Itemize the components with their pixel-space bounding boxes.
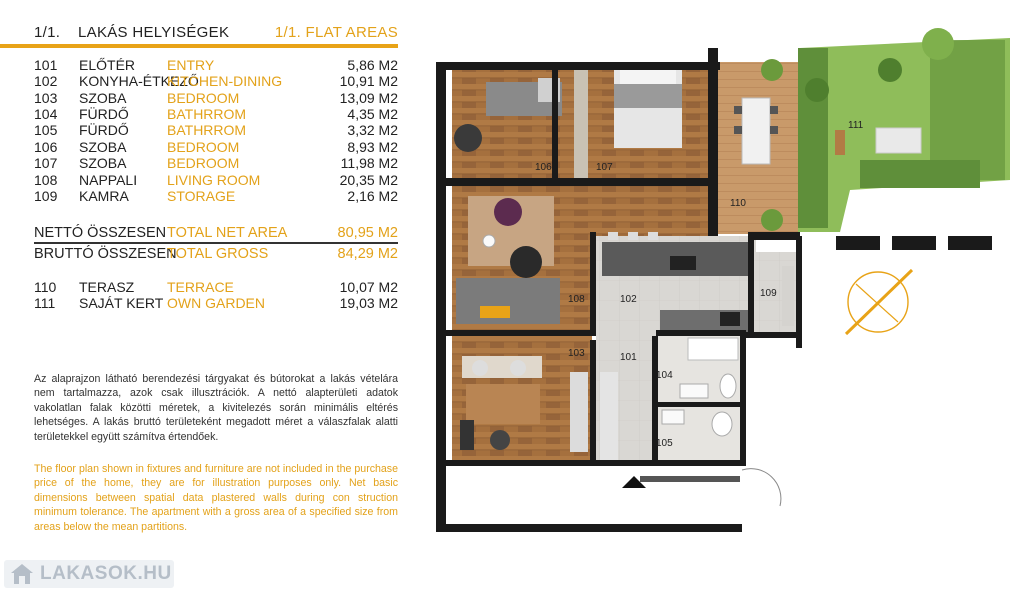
room-name-hu: SZOBA [79,90,127,106]
total-net-value: 80,95 M2 [337,225,398,241]
label-111: 111 [848,120,864,131]
room-name-en: KITCHEN-DINING [167,73,283,89]
total-net-label-hu: NETTÓ ÖSSZESEN [34,225,167,241]
garden-area [798,28,1010,232]
compass-icon [846,270,912,334]
room-row [34,122,398,138]
outdoor-row [34,295,398,311]
disclaimer-en: The floor plan shown in fixtures and furniture are not included in the purchase price of the home, they are for illustration purposes only. Net basic dimensions between spatial data plastered walls during con struction minimum tolerance. The apartment with a gross area of a specified size from areas below the mean partitions. [34,463,398,533]
label-101: 101 [620,352,637,363]
room-name-en: LIVING ROOM [167,172,261,188]
room-row [34,139,398,155]
room-row [34,90,398,106]
room-area: 19,03 M2 [339,295,398,311]
label-102: 102 [620,294,637,305]
room-number: 102 [34,73,58,89]
room-number: 110 [34,279,57,295]
room-number: 106 [34,139,58,155]
total-gross-value: 84,29 M2 [337,246,398,262]
room-name-hu: SZOBA [79,139,127,155]
room-area: 20,35 M2 [339,172,398,188]
label-107: 107 [596,162,613,173]
disclaimer-hu: Az alaprajzon látható berendezési tárgyakat és bútorokat a lakás vételára nem tartalmazza, azok csak illusztrációk. A nettó alapterületi adatok vakolatlan falak közötti méretek, a kivitelezés során minimális eltérés lehetséges. A lakás bruttó területeként megadott méret a válaszfalak alatti területekkel együtt számítva értendőek. [34,373,398,443]
room-area: 5,86 M2 [347,57,398,73]
room-row [34,57,398,73]
floor-plan-drawing [424,28,1024,548]
room-number: 103 [34,90,58,106]
total-net-label-en: TOTAL NET AREA [167,225,288,241]
section-number: 1/1. [34,24,61,41]
label-105: 105 [656,438,673,449]
room-name-en: BEDROOM [167,90,240,106]
room-name-en: BEDROOM [167,155,240,171]
section-title-en: 1/1. FLAT AREAS [274,24,398,41]
header-divider [0,44,398,48]
room-name-en: STORAGE [167,188,236,204]
room-area: 11,98 M2 [340,155,398,171]
label-103: 103 [568,348,585,359]
room-name-en: OWN GARDEN [167,295,265,311]
room-area: 2,16 M2 [347,188,398,204]
label-104: 104 [656,370,673,381]
room-name-en: TERRACE [167,279,234,295]
label-106: 106 [535,162,552,173]
total-gross-label-en: TOTAL GROSS [167,246,269,262]
room-area: 3,32 M2 [347,122,398,138]
totals-divider [34,242,398,244]
room-name-en: ENTRY [167,57,215,73]
room-name-hu: FÜRDŐ [79,122,129,138]
room-number: 105 [34,122,58,138]
room-number: 111 [34,295,56,311]
room-area: 4,35 M2 [347,106,398,122]
label-108: 108 [568,294,585,305]
room-name-en: BATHRROM [167,106,247,122]
room-name-en: BEDROOM [167,139,240,155]
room-row [34,106,398,122]
room-number: 107 [34,155,58,171]
room-name-hu: NAPPALI [79,172,138,188]
total-gross-label-hu: BRUTTÓ ÖSSZESEN [34,246,177,262]
room-area: 13,09 M2 [339,90,398,106]
room-row [34,155,398,171]
room-number: 108 [34,172,58,188]
room-area: 8,93 M2 [347,139,398,155]
room-name-hu: FÜRDŐ [79,106,129,122]
room-row [34,73,398,89]
section-title-hu: LAKÁS HELYISÉGEK [78,24,230,41]
room-name-hu: KAMRA [79,188,129,204]
room-name-hu: SAJÁT KERT [79,295,164,311]
site-logo[interactable] [4,560,174,588]
room-name-hu: ELŐTÉR [79,57,136,73]
room-name-hu: TERASZ [79,279,135,295]
floor-plan [424,28,1024,548]
room-number: 101 [34,57,58,73]
section-header [34,20,398,44]
label-109: 109 [760,288,777,299]
room-row [34,172,398,188]
room-row [34,188,398,204]
room-name-hu: KONYHA-ÉTKEZŐ [79,73,199,89]
room-area: 10,07 M2 [339,279,398,295]
logo-text: LAKASOK.HU [40,563,172,584]
total-net-row [34,224,398,242]
outdoor-row [34,279,398,295]
house-icon [10,563,34,585]
room-area: 10,91 M2 [339,73,398,89]
room-number: 104 [34,106,58,122]
label-110: 110 [730,198,746,209]
room-number: 109 [34,188,58,204]
room-name-en: BATHRROM [167,122,247,138]
room-name-hu: SZOBA [79,155,127,171]
total-gross-row [34,245,398,263]
door-swing [742,469,781,506]
